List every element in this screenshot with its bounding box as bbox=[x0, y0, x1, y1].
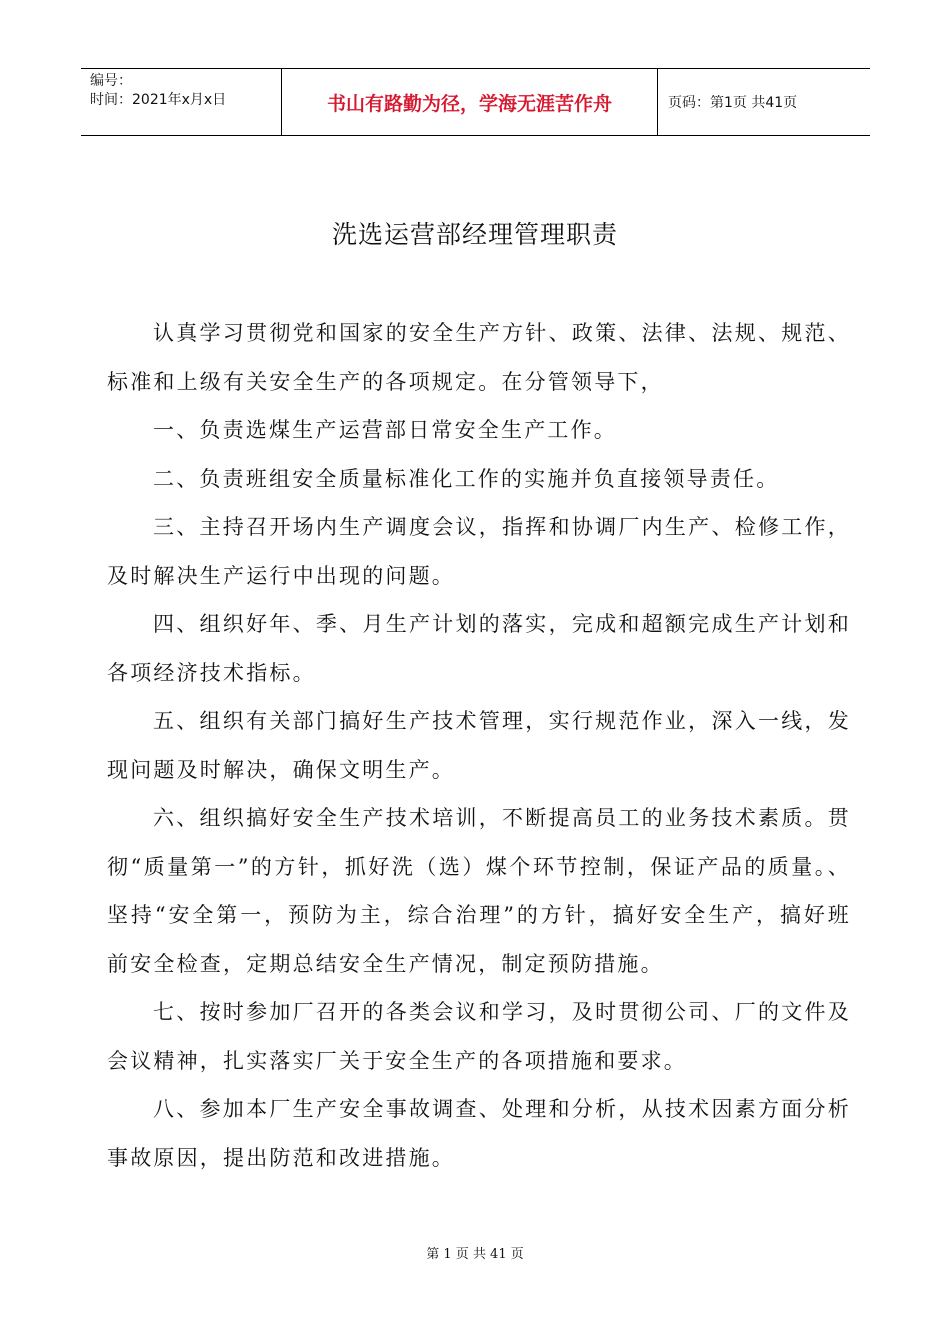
document-body bbox=[107, 309, 851, 1182]
page-footer-number: 第 1 页 共 41 页 bbox=[426, 1247, 524, 1262]
body-paragraph: 七、按时参加厂召开的各类会议和学习，及时贯彻公司、厂的文件及会议精神，扎实落实厂关于安全生产的各项措施和要求。 bbox=[107, 1000, 851, 1073]
body-paragraph: 六、组织搞好安全生产技术培训，不断提高员工的业务技术素质。贯彻“质量第一”的方针，抓好洗（选）煤个环节控制，保证产品的质量。、坚持“安全第一，预防为主，综合治理”的方针，搞好安全生产，搞好班前安全检查，定期总结安全生产情况，制定预防措施。 bbox=[107, 806, 851, 976]
body-paragraph: 八、参加本厂生产安全事故调查、处理和分析，从技术因素方面分析事故原因，提出防范和改进措施。 bbox=[107, 1097, 851, 1170]
page-header bbox=[81, 68, 870, 136]
body-paragraph: 二、负责班组安全质量标准化工作的实施并负直接领导责任。 bbox=[153, 466, 780, 491]
header-motto-cell bbox=[282, 69, 658, 135]
header-motto: 书山有路勤为径，学海无涯苦作舟 bbox=[326, 93, 612, 115]
header-info-cell bbox=[81, 69, 282, 135]
document-time-label: 时间：2021年x月x日 bbox=[90, 92, 227, 108]
document-title: 洗选运营部经理管理职责 bbox=[331, 220, 618, 249]
header-page-cell bbox=[658, 69, 870, 135]
body-paragraph: 五、组织有关部门搞好生产技术管理，实行规范作业，深入一线，发现问题及时解决，确保文明生产。 bbox=[107, 709, 851, 782]
body-paragraph: 三、主持召开场内生产调度会议，指挥和协调厂内生产、检修工作，及时解决生产运行中出现的问题。 bbox=[107, 515, 851, 588]
body-paragraph: 认真学习贯彻党和国家的安全生产方针、政策、法律、法规、规范、标准和上级有关安全生产的各项规定。在分管领导下， bbox=[107, 321, 851, 394]
header-page-number: 页码：第1页 共41页 bbox=[668, 95, 798, 111]
body-paragraph: 一、负责选煤生产运营部日常安全生产工作。 bbox=[153, 418, 617, 442]
body-paragraph: 四、组织好年、季、月生产计划的落实，完成和超额完成生产计划和各项经济技术指标。 bbox=[107, 612, 851, 685]
document-code-label: 编号： bbox=[90, 73, 132, 89]
